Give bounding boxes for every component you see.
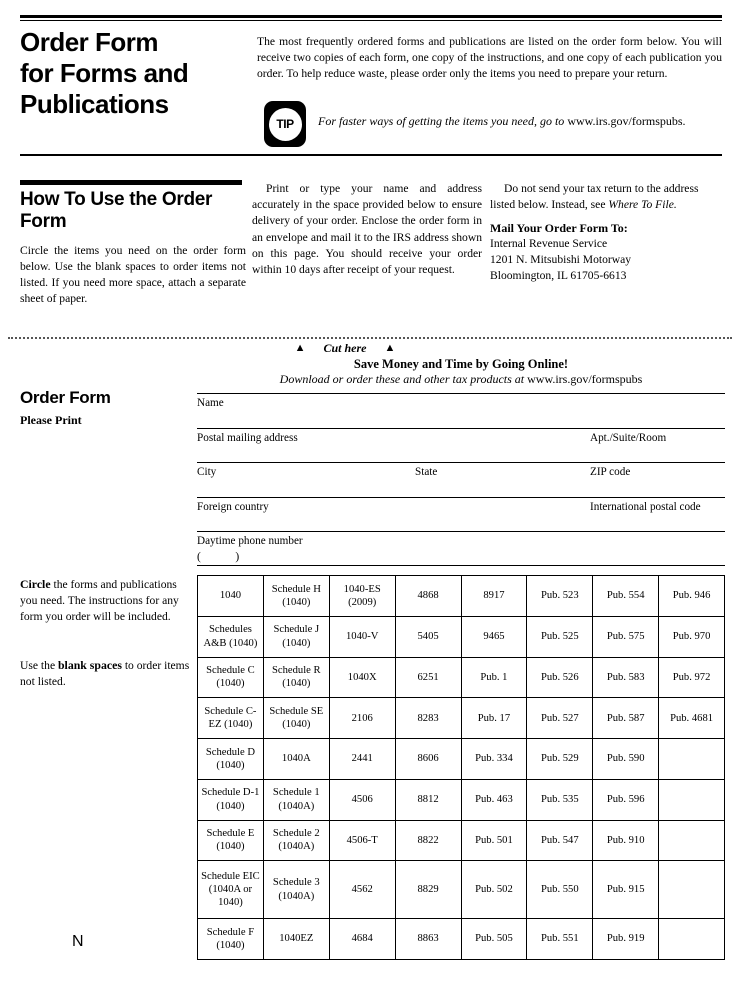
order-item-cell[interactable]: Schedule D (1040) (198, 739, 264, 780)
circle-instruction (20, 577, 190, 624)
cut-here-marker (155, 341, 535, 356)
order-item-cell[interactable]: Pub. 554 (593, 576, 659, 617)
order-items-table (197, 575, 725, 960)
order-item-cell[interactable]: Pub. 915 (593, 861, 659, 919)
order-item-cell[interactable]: 4562 (329, 861, 395, 919)
print-instructions: Print or type your name and address accurately in the space provided below to ensure delivery of your order. Enclose the order form in an envelope and mail it to the IRS address shown on this page. You should receive your order within 10 days after receipt of your request. (252, 182, 482, 277)
order-item-cell[interactable]: Schedule D-1 (1040) (198, 779, 264, 820)
order-item-cell[interactable]: 2441 (329, 739, 395, 780)
order-item-cell[interactable]: Pub. 587 (593, 698, 659, 739)
order-item-cell[interactable]: Pub. 525 (527, 616, 593, 657)
tip-text (318, 113, 722, 129)
order-item-cell[interactable]: 1040A (263, 739, 329, 780)
order-item-cell[interactable]: Pub. 529 (527, 739, 593, 780)
order-item-cell[interactable]: Schedule 2 (1040A) (263, 820, 329, 861)
postal-address-field[interactable] (197, 428, 725, 462)
irs-address (490, 236, 722, 283)
warning-text: Do not send your tax return to the address listed below. Instead, see (490, 182, 699, 211)
order-item-cell[interactable]: 1040X (329, 657, 395, 698)
zip-code-label: ZIP code (590, 466, 631, 478)
name-label: Name (197, 397, 224, 409)
address-line: Bloomington, IL 61705-6613 (490, 268, 627, 282)
heading-bar (20, 180, 242, 185)
blank-order-cell[interactable] (659, 820, 725, 861)
please-print-label: Please Print (20, 413, 82, 427)
order-item-cell[interactable]: Pub. 527 (527, 698, 593, 739)
table-row (198, 657, 725, 698)
section-divider-rule (20, 154, 722, 156)
order-item-cell[interactable]: Pub. 596 (593, 779, 659, 820)
order-item-cell[interactable]: 4684 (329, 919, 395, 960)
order-item-cell[interactable]: Pub. 590 (593, 739, 659, 780)
warning-paragraph (490, 181, 722, 212)
page-title-line: for Forms and (20, 58, 189, 89)
table-row (198, 739, 725, 780)
phone-field-bottom-rule (197, 565, 725, 566)
order-item-cell[interactable]: Schedule C (1040) (198, 657, 264, 698)
mail-to-heading: Mail Your Order Form To: (490, 221, 628, 236)
order-item-cell[interactable]: 9465 (461, 616, 527, 657)
table-row (198, 698, 725, 739)
address-line: 1201 N. Mitsubishi Motorway (490, 253, 632, 267)
order-item-cell[interactable]: Pub. 970 (659, 616, 725, 657)
city-label: City (197, 466, 217, 478)
order-item-cell[interactable]: Pub. 334 (461, 739, 527, 780)
how-to-body: Circle the items you need on the order form below. Use the blank spaces to order items not listed. If you need more space, attach a separate sheet of paper. (20, 244, 246, 305)
order-item-cell[interactable]: 8606 (395, 739, 461, 780)
order-item-cell[interactable]: 4506 (329, 779, 395, 820)
order-item-cell[interactable]: 1040EZ (263, 919, 329, 960)
postal-address-label: Postal mailing address (197, 432, 298, 444)
order-item-cell[interactable]: Schedules A&B (1040) (198, 616, 264, 657)
order-item-cell[interactable]: Pub. 4681 (659, 698, 725, 739)
order-item-cell[interactable]: 8829 (395, 861, 461, 919)
table-row (198, 861, 725, 919)
order-item-cell[interactable]: Pub. 550 (527, 861, 593, 919)
order-item-cell[interactable]: 1040-V (329, 616, 395, 657)
foreign-country-label: Foreign country (197, 501, 269, 513)
page-title-line: Order Form (20, 27, 159, 57)
blank-after: to order items not listed. (20, 659, 190, 688)
order-item-cell[interactable]: Pub. 502 (461, 861, 527, 919)
order-item-cell[interactable]: Schedule EIC (1040A or 1040) (198, 861, 264, 919)
blank-spaces-instruction (20, 658, 190, 690)
order-item-cell[interactable]: Pub. 575 (593, 616, 659, 657)
table-row (198, 616, 725, 657)
tip-url: www.irs.gov/formspubs. (567, 114, 686, 128)
order-item-cell[interactable]: 8812 (395, 779, 461, 820)
scissors-triangle-icon: ▲ (294, 342, 306, 354)
banner-text: Download or order these and other tax products at (279, 372, 528, 386)
order-form-heading: Order Form (20, 388, 111, 407)
blank-order-cell[interactable] (659, 739, 725, 780)
order-item-cell[interactable]: 8283 (395, 698, 461, 739)
order-item-cell[interactable]: Pub. 523 (527, 576, 593, 617)
table-row (198, 779, 725, 820)
table-row (198, 919, 725, 960)
scissors-triangle-icon: ▲ (384, 342, 396, 354)
order-item-cell[interactable]: Schedule H (1040) (263, 576, 329, 617)
mailing-column (490, 181, 722, 283)
order-item-cell[interactable]: 4868 (395, 576, 461, 617)
online-banner-subtitle (197, 372, 725, 387)
phone-label: Daytime phone number (197, 535, 303, 547)
order-item-cell[interactable]: Pub. 919 (593, 919, 659, 960)
tip-icon (264, 101, 306, 147)
banner-url: www.irs.gov/formspubs (527, 372, 643, 386)
page-letter: N (72, 933, 84, 950)
circle-bold: Circle (20, 577, 51, 591)
order-item-cell[interactable]: 1040 (198, 576, 264, 617)
foreign-country-field[interactable] (197, 497, 725, 531)
cut-dotted-line (8, 337, 732, 339)
order-item-cell[interactable]: Pub. 551 (527, 919, 593, 960)
order-item-cell[interactable]: Pub. 505 (461, 919, 527, 960)
print-instructions-column (252, 181, 482, 278)
order-item-cell[interactable]: 2106 (329, 698, 395, 739)
order-item-cell[interactable]: 5405 (395, 616, 461, 657)
how-to-heading: How To Use the Order Form (20, 189, 213, 233)
order-item-cell[interactable]: Pub. 946 (659, 576, 725, 617)
order-item-cell[interactable]: 6251 (395, 657, 461, 698)
order-item-cell[interactable]: 4506-T (329, 820, 395, 861)
name-field[interactable] (197, 393, 725, 427)
order-item-cell[interactable]: Pub. 910 (593, 820, 659, 861)
page-title-line: Publications (20, 89, 169, 120)
order-item-cell[interactable]: 8863 (395, 919, 461, 960)
online-banner-title: Save Money and Time by Going Online! (353, 357, 569, 371)
order-item-cell[interactable]: 8917 (461, 576, 527, 617)
order-item-cell[interactable]: Pub. 583 (593, 657, 659, 698)
phone-field[interactable] (197, 531, 725, 565)
blank-order-cell[interactable] (659, 779, 725, 820)
order-item-cell[interactable]: Pub. 972 (659, 657, 725, 698)
order-item-cell[interactable]: Schedule F (1040) (198, 919, 264, 960)
order-table-body (198, 576, 725, 960)
blank-order-cell[interactable] (659, 919, 725, 960)
intro-paragraph: The most frequently ordered forms and publications are listed on the order form below. You will receive two copies of each form, one copy of the instructions, and one copy of each publication you order. To help reduce waste, please order only the items you need to prepare your return. (257, 35, 722, 80)
cut-here-label: Cut here (323, 341, 367, 355)
order-item-cell[interactable]: Pub. 463 (461, 779, 527, 820)
order-item-cell[interactable]: Schedule C-EZ (1040) (198, 698, 264, 739)
order-item-cell[interactable]: Schedule R (1040) (263, 657, 329, 698)
blank-before: Use the (20, 659, 58, 672)
table-row (198, 576, 725, 617)
order-item-cell[interactable]: Schedule 3 (1040A) (263, 861, 329, 919)
order-item-cell[interactable]: 1040-ES (2009) (329, 576, 395, 617)
page-title (20, 27, 270, 121)
apt-suite-room-label: Apt./Suite/Room (590, 432, 667, 444)
top-double-rule (20, 15, 722, 21)
state-label: State (415, 466, 438, 478)
order-item-cell[interactable]: 8822 (395, 820, 461, 861)
order-item-cell[interactable]: Schedule SE (1040) (263, 698, 329, 739)
blank-bold: blank spaces (58, 658, 122, 672)
order-item-cell[interactable]: Pub. 547 (527, 820, 593, 861)
city-state-zip-field[interactable] (197, 462, 725, 496)
area-code-parens: ( ) (197, 551, 240, 563)
circle-rest: the forms and publications you need. The instructions for any form you order will be included. (20, 578, 179, 623)
table-row (198, 820, 725, 861)
address-line: Internal Revenue Service (490, 237, 608, 251)
intl-postal-code-label: International postal code (590, 501, 701, 513)
order-item-cell[interactable]: Pub. 535 (527, 779, 593, 820)
tip-icon-label: TIP (269, 108, 302, 141)
order-item-cell[interactable]: Pub. 17 (461, 698, 527, 739)
order-item-cell[interactable]: Schedule E (1040) (198, 820, 264, 861)
tip-text-italic: For faster ways of getting the items you need, go to (318, 114, 568, 128)
order-item-cell[interactable]: Schedule 1 (1040A) (263, 779, 329, 820)
blank-order-cell[interactable] (659, 861, 725, 919)
order-item-cell[interactable]: Schedule J (1040) (263, 616, 329, 657)
order-item-cell[interactable]: Pub. 526 (527, 657, 593, 698)
order-item-cell[interactable]: Pub. 1 (461, 657, 527, 698)
where-to-file-ref: Where To File. (608, 197, 677, 211)
order-item-cell[interactable]: Pub. 501 (461, 820, 527, 861)
